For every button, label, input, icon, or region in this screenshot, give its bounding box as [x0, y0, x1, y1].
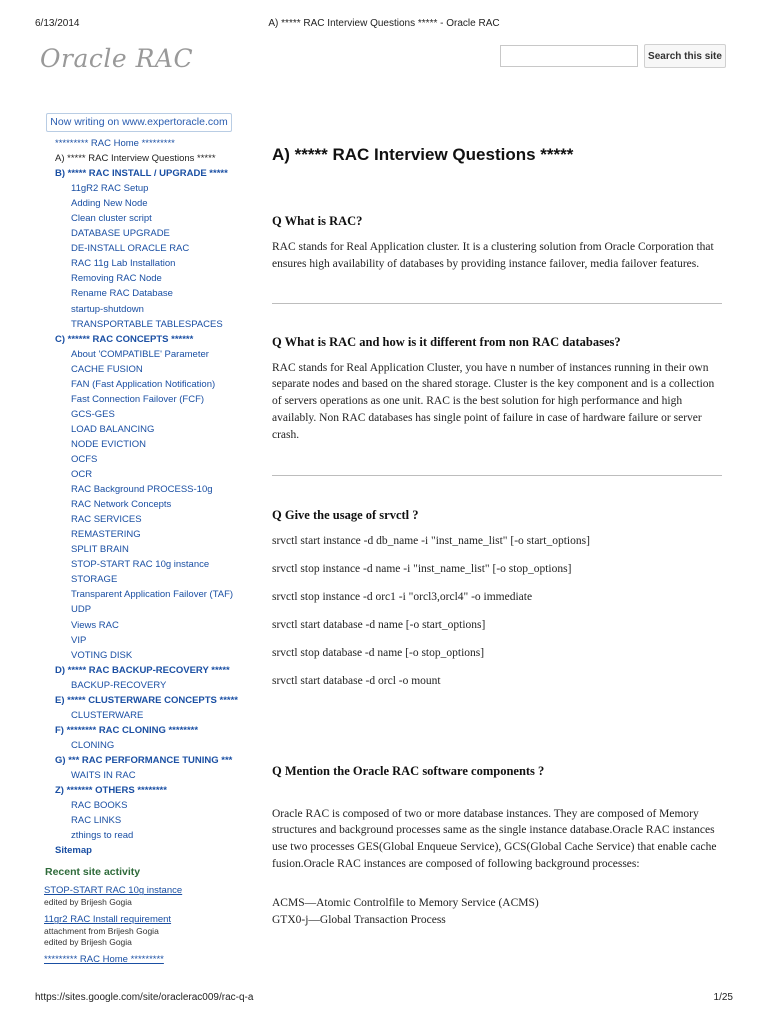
search-button[interactable]: Search this site [644, 44, 726, 68]
sidebar-item[interactable]: VOTING DISK [71, 649, 133, 661]
print-page-title: A) ***** RAC Interview Questions ***** - Oracle RAC [268, 18, 500, 29]
notice-link[interactable]: Now writing on www.expertoracle.com [46, 113, 232, 132]
question-title: Q What is RAC and how is it different from non RAC databases? [272, 334, 621, 349]
srvctl-command: srvctl start instance -d db_name -i "inst_name_list" [-o start_options] [272, 534, 590, 547]
sidebar-section-link[interactable]: D) ***** RAC BACKUP-RECOVERY ***** [55, 664, 230, 676]
sidebar-item[interactable]: OCFS [71, 453, 98, 465]
sidebar-item[interactable]: GCS-GES [71, 408, 115, 420]
sidebar-item[interactable]: BACKUP-RECOVERY [71, 679, 167, 691]
sidebar-item[interactable]: CACHE FUSION [71, 363, 143, 375]
srvctl-command: srvctl start database -d name [-o start_options] [272, 618, 486, 631]
sidebar-item[interactable]: VIP [71, 634, 87, 646]
sidebar-item[interactable]: RAC SERVICES [71, 514, 142, 526]
sidebar-section-link[interactable]: E) ***** CLUSTERWARE CONCEPTS ***** [55, 694, 239, 706]
sidebar-item[interactable]: Rename RAC Database [71, 288, 173, 300]
activity-meta: edited by Brijesh Gogia [44, 897, 132, 908]
page-number: 1/25 [713, 992, 733, 1003]
sidebar-item[interactable]: OCR [71, 469, 93, 481]
sidebar-item[interactable]: CLUSTERWARE [71, 709, 144, 721]
sidebar-item[interactable]: CLONING [71, 739, 115, 751]
sidebar-section-link[interactable]: B) ***** RAC INSTALL / UPGRADE ***** [55, 168, 228, 180]
sidebar-item[interactable]: FAN (Fast Application Notification) [71, 378, 216, 390]
srvctl-command-list [272, 533, 722, 701]
sidebar-item[interactable]: Transparent Application Failover (TAF) [71, 589, 234, 601]
sidebar-item[interactable]: Views RAC [71, 619, 119, 631]
sidebar-item[interactable]: NODE EVICTION [71, 438, 146, 450]
search-input[interactable] [500, 45, 638, 67]
sidebar-item[interactable]: startup-shutdown [71, 303, 144, 315]
srvctl-command: srvctl stop database -d name [-o stop_options] [272, 646, 485, 659]
sidebar-item[interactable]: RAC LINKS [71, 815, 122, 827]
sidebar-item[interactable]: About 'COMPATIBLE' Parameter [71, 348, 209, 360]
sidebar-item[interactable]: Fast Connection Failover (FCF) [71, 393, 205, 405]
sidebar-item[interactable]: RAC BOOKS [71, 800, 128, 812]
recent-activity-title: Recent site activity [45, 866, 141, 879]
activity-item [44, 914, 250, 948]
sidebar-section-link[interactable]: F) ******** RAC CLONING ******** [55, 724, 199, 736]
sidebar-item[interactable]: Adding New Node [71, 198, 148, 210]
sidebar-section-link[interactable]: G) *** RAC PERFORMANCE TUNING *** [55, 754, 233, 766]
activity-item [44, 954, 250, 966]
activity-link[interactable]: STOP-START RAC 10g instance [44, 885, 183, 897]
sidebar-section-link[interactable]: C) ****** RAC CONCEPTS ****** [55, 333, 194, 345]
answer-text: Oracle RAC is composed of two or more database instances. They are composed of Memory structures and background processes same as the single instance database.Oracle RAC instances use two processes GES(Global Enqueue Service), GCS(Global Cache Service) that enable cache fusion.Oracle RAC instances are composed of following background processes: [272, 807, 717, 870]
sidebar-item[interactable]: RAC Network Concepts [71, 499, 172, 511]
sidebar-item[interactable]: STOP-START RAC 10g instance [71, 559, 210, 571]
srvctl-command: srvctl stop instance -d name -i "inst_name_list" [-o stop_options] [272, 562, 572, 575]
sidebar-item[interactable]: LOAD BALANCING [71, 423, 155, 435]
sidebar-item[interactable]: UDP [71, 604, 92, 616]
activity-item [44, 885, 250, 908]
sidebar-item[interactable]: WAITS IN RAC [71, 769, 136, 781]
sidebar-item[interactable]: SPLIT BRAIN [71, 544, 129, 556]
process-line: ACMS—Atomic Controlfile to Memory Service (ACMS) [272, 896, 539, 909]
srvctl-command: srvctl start database -d orcl -o mount [272, 674, 441, 687]
sidebar-nav [40, 136, 250, 858]
sidebar-item[interactable]: Removing RAC Node [71, 273, 162, 285]
activity-link[interactable]: ********* RAC Home ********* [44, 954, 164, 966]
sidebar-item[interactable]: 11gR2 RAC Setup [71, 183, 149, 195]
sidebar-section-link[interactable]: ********* RAC Home ********* [55, 138, 175, 149]
sidebar-item[interactable]: REMASTERING [71, 529, 141, 541]
print-url: https://sites.google.com/site/oraclerac009/rac-q-a [35, 992, 254, 1003]
question-title: Q Give the usage of srvctl ? [272, 507, 419, 522]
activity-meta: attachment from Brijesh Gogia [44, 926, 159, 937]
recent-activity-list [40, 885, 250, 966]
sidebar-item[interactable]: zthings to read [71, 830, 134, 842]
main-content [272, 145, 722, 928]
sidebar-item[interactable]: DATABASE UPGRADE [71, 228, 170, 240]
sidebar-item[interactable]: DE-INSTALL ORACLE RAC [71, 243, 190, 255]
question-title: Q Mention the Oracle RAC software components ? [272, 763, 545, 778]
sidebar-item[interactable]: Clean cluster script [71, 213, 152, 225]
sidebar-section-link[interactable]: Sitemap [55, 845, 92, 857]
activity-meta: edited by Brijesh Gogia [44, 937, 132, 948]
sidebar-item[interactable]: STORAGE [71, 574, 118, 586]
sidebar-item[interactable]: RAC Background PROCESS-10g [71, 484, 213, 496]
sidebar-item[interactable]: RAC 11g Lab Installation [71, 258, 176, 270]
page-title: A) ***** RAC Interview Questions ***** [272, 145, 574, 164]
answer-text: RAC stands for Real Application cluster. It is a clustering solution from Oracle Corporation that ensures high availability of databases by providing instance failover, media failover features. [272, 241, 714, 270]
activity-link[interactable]: 11gr2 RAC Install requirement [44, 914, 172, 926]
sidebar-item[interactable]: TRANSPORTABLE TABLESPACES [71, 318, 223, 330]
site-title[interactable]: Oracle RAC [40, 44, 194, 73]
sidebar-section-link[interactable]: Z) ******* OTHERS ******** [55, 785, 167, 797]
process-line: GTX0-j—Global Transaction Process [272, 913, 446, 926]
print-date: 6/13/2014 [35, 18, 80, 29]
question-title: Q What is RAC? [272, 214, 363, 228]
sidebar-section-link[interactable]: A) ***** RAC Interview Questions ***** [55, 153, 216, 165]
srvctl-command: srvctl stop instance -d orc1 -i "orcl3,orcl4" -o immediate [272, 590, 533, 603]
sidebar [40, 113, 250, 972]
answer-text: RAC stands for Real Application Cluster, you have n number of instances running in their own separate nodes and based on the shared storage. Cluster is the key component and is a collection of servers operations as one unit. RAC is the best solution for high performance and high availably. Non RAC databases has single point of failure in case of hardware failure or server crash. [272, 361, 715, 441]
